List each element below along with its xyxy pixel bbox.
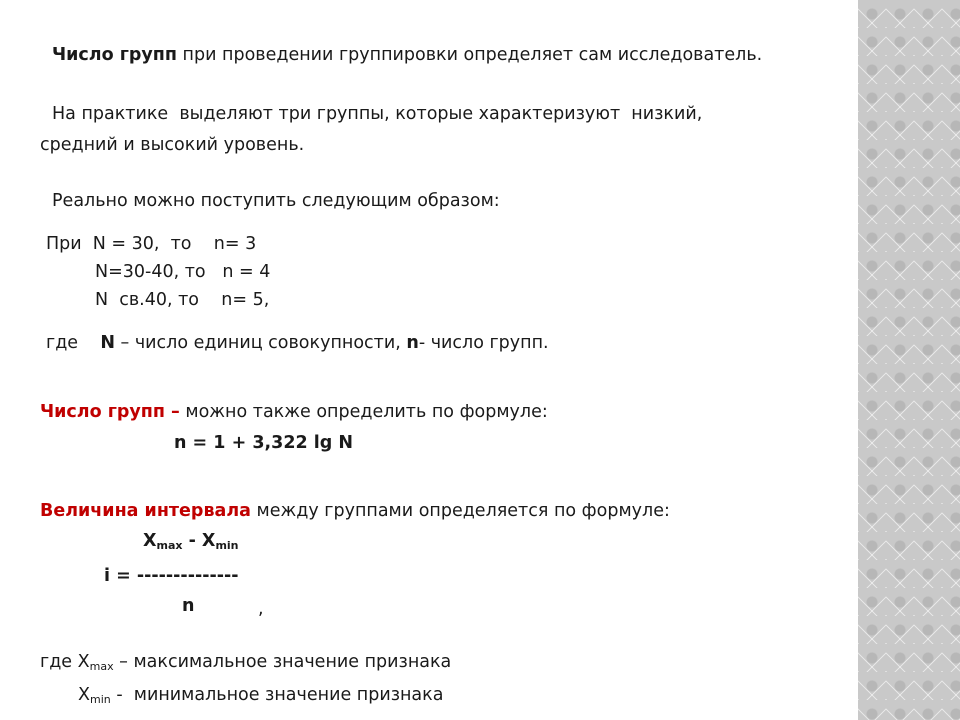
- interval-numerator: $X_{max} - X_{min}$: [143, 531, 239, 552]
- paragraph-groups-count: Число групп при проведении группировки определяет сам исследователь.: [52, 45, 763, 65]
- groups-formula-heading: Число групп – можно также определить по формуле:: [40, 402, 548, 422]
- where-definition: где N – число единиц совокупности, n- число групп.: [46, 333, 549, 353]
- interval-denominator: n: [182, 596, 195, 616]
- paragraph-practice-line2: средний и высокий уровень.: [40, 135, 305, 155]
- paragraph-practice-line1: На практике выделяют три группы, которые характеризуют низкий,: [52, 104, 703, 124]
- interval-fraction-line: i = --------------: [104, 566, 239, 586]
- rule-3: N св.40, то n= 5,: [95, 290, 270, 310]
- where-xmin: $X_{min}$ - минимальное значение признака: [78, 685, 444, 706]
- where-xmax: где $X_{max}$ – максимальное значение признака: [40, 652, 452, 673]
- interval-heading: Величина интервала между группами определяется по формуле:: [40, 501, 670, 521]
- paragraph-real: Реально можно поступить следующим образом:: [52, 191, 500, 211]
- decorative-side-panel: [858, 0, 960, 720]
- sturges-formula: n = 1 + 3,322 lg N: [174, 433, 354, 453]
- interval-comma: ,: [258, 599, 264, 619]
- rule-2: N=30-40, то n = 4: [95, 262, 271, 282]
- rule-1: При N = 30, то n= 3: [46, 234, 257, 254]
